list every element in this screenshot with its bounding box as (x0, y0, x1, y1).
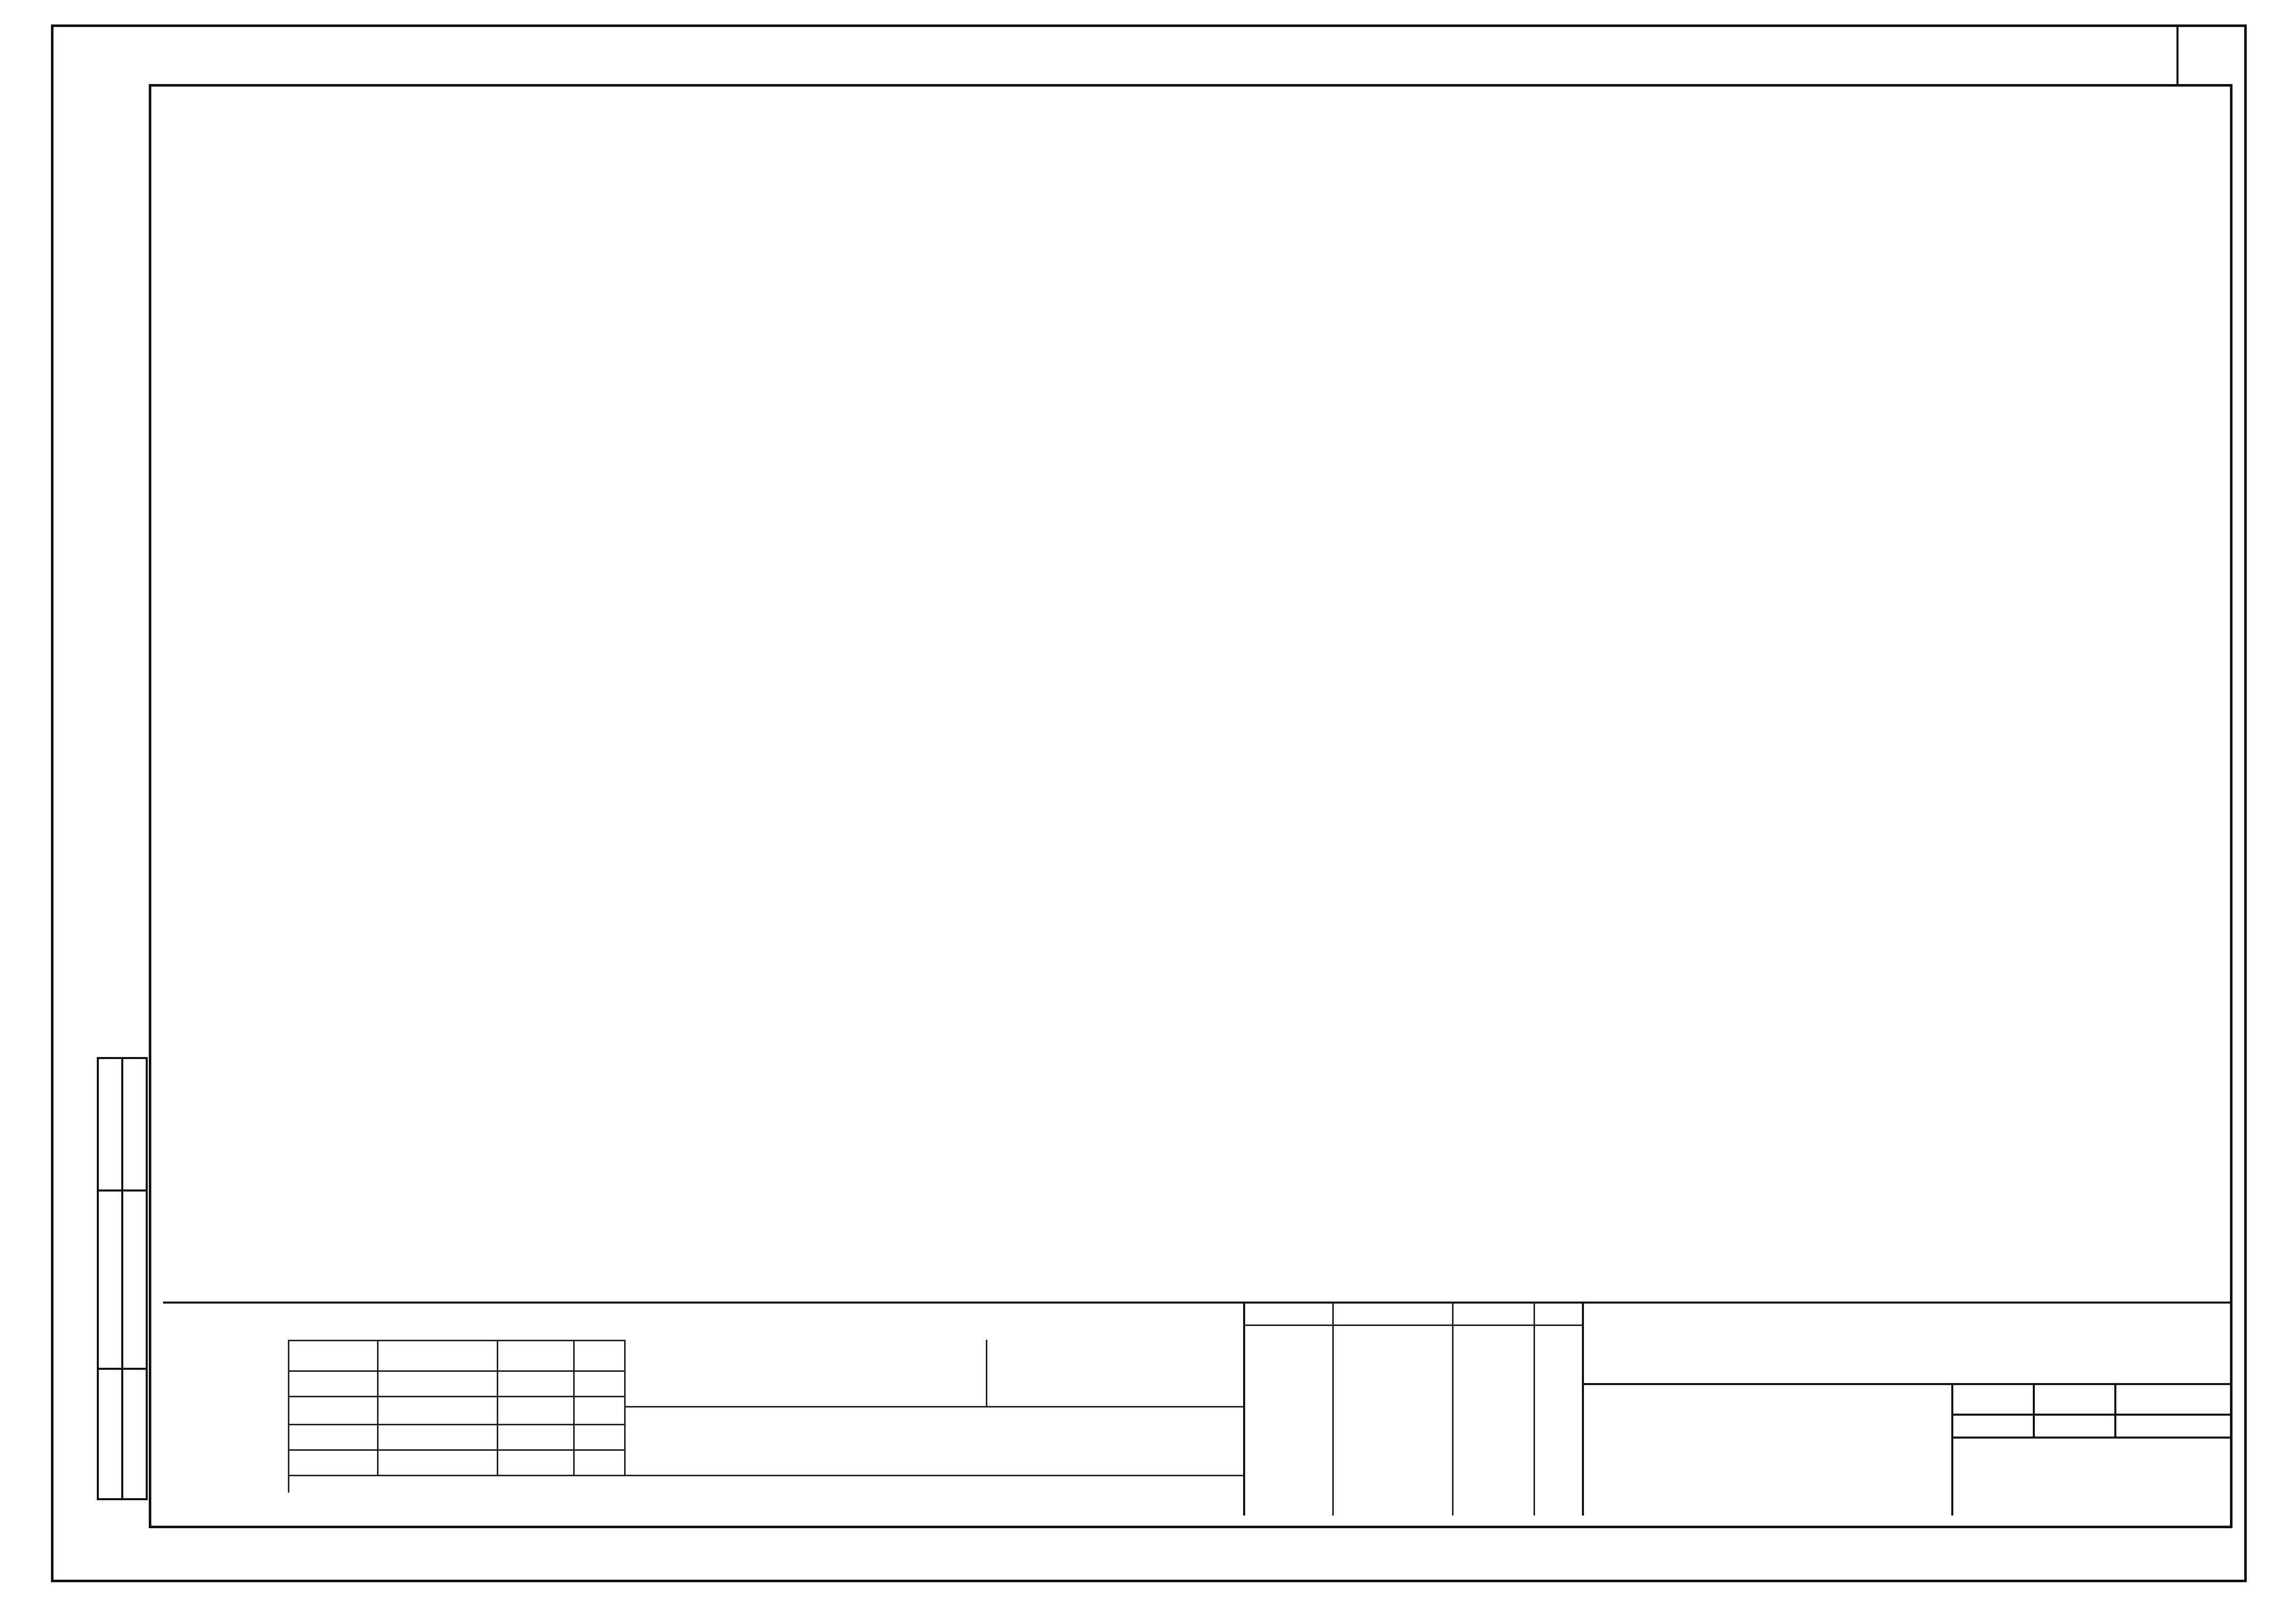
inner-frame (149, 84, 2233, 1528)
